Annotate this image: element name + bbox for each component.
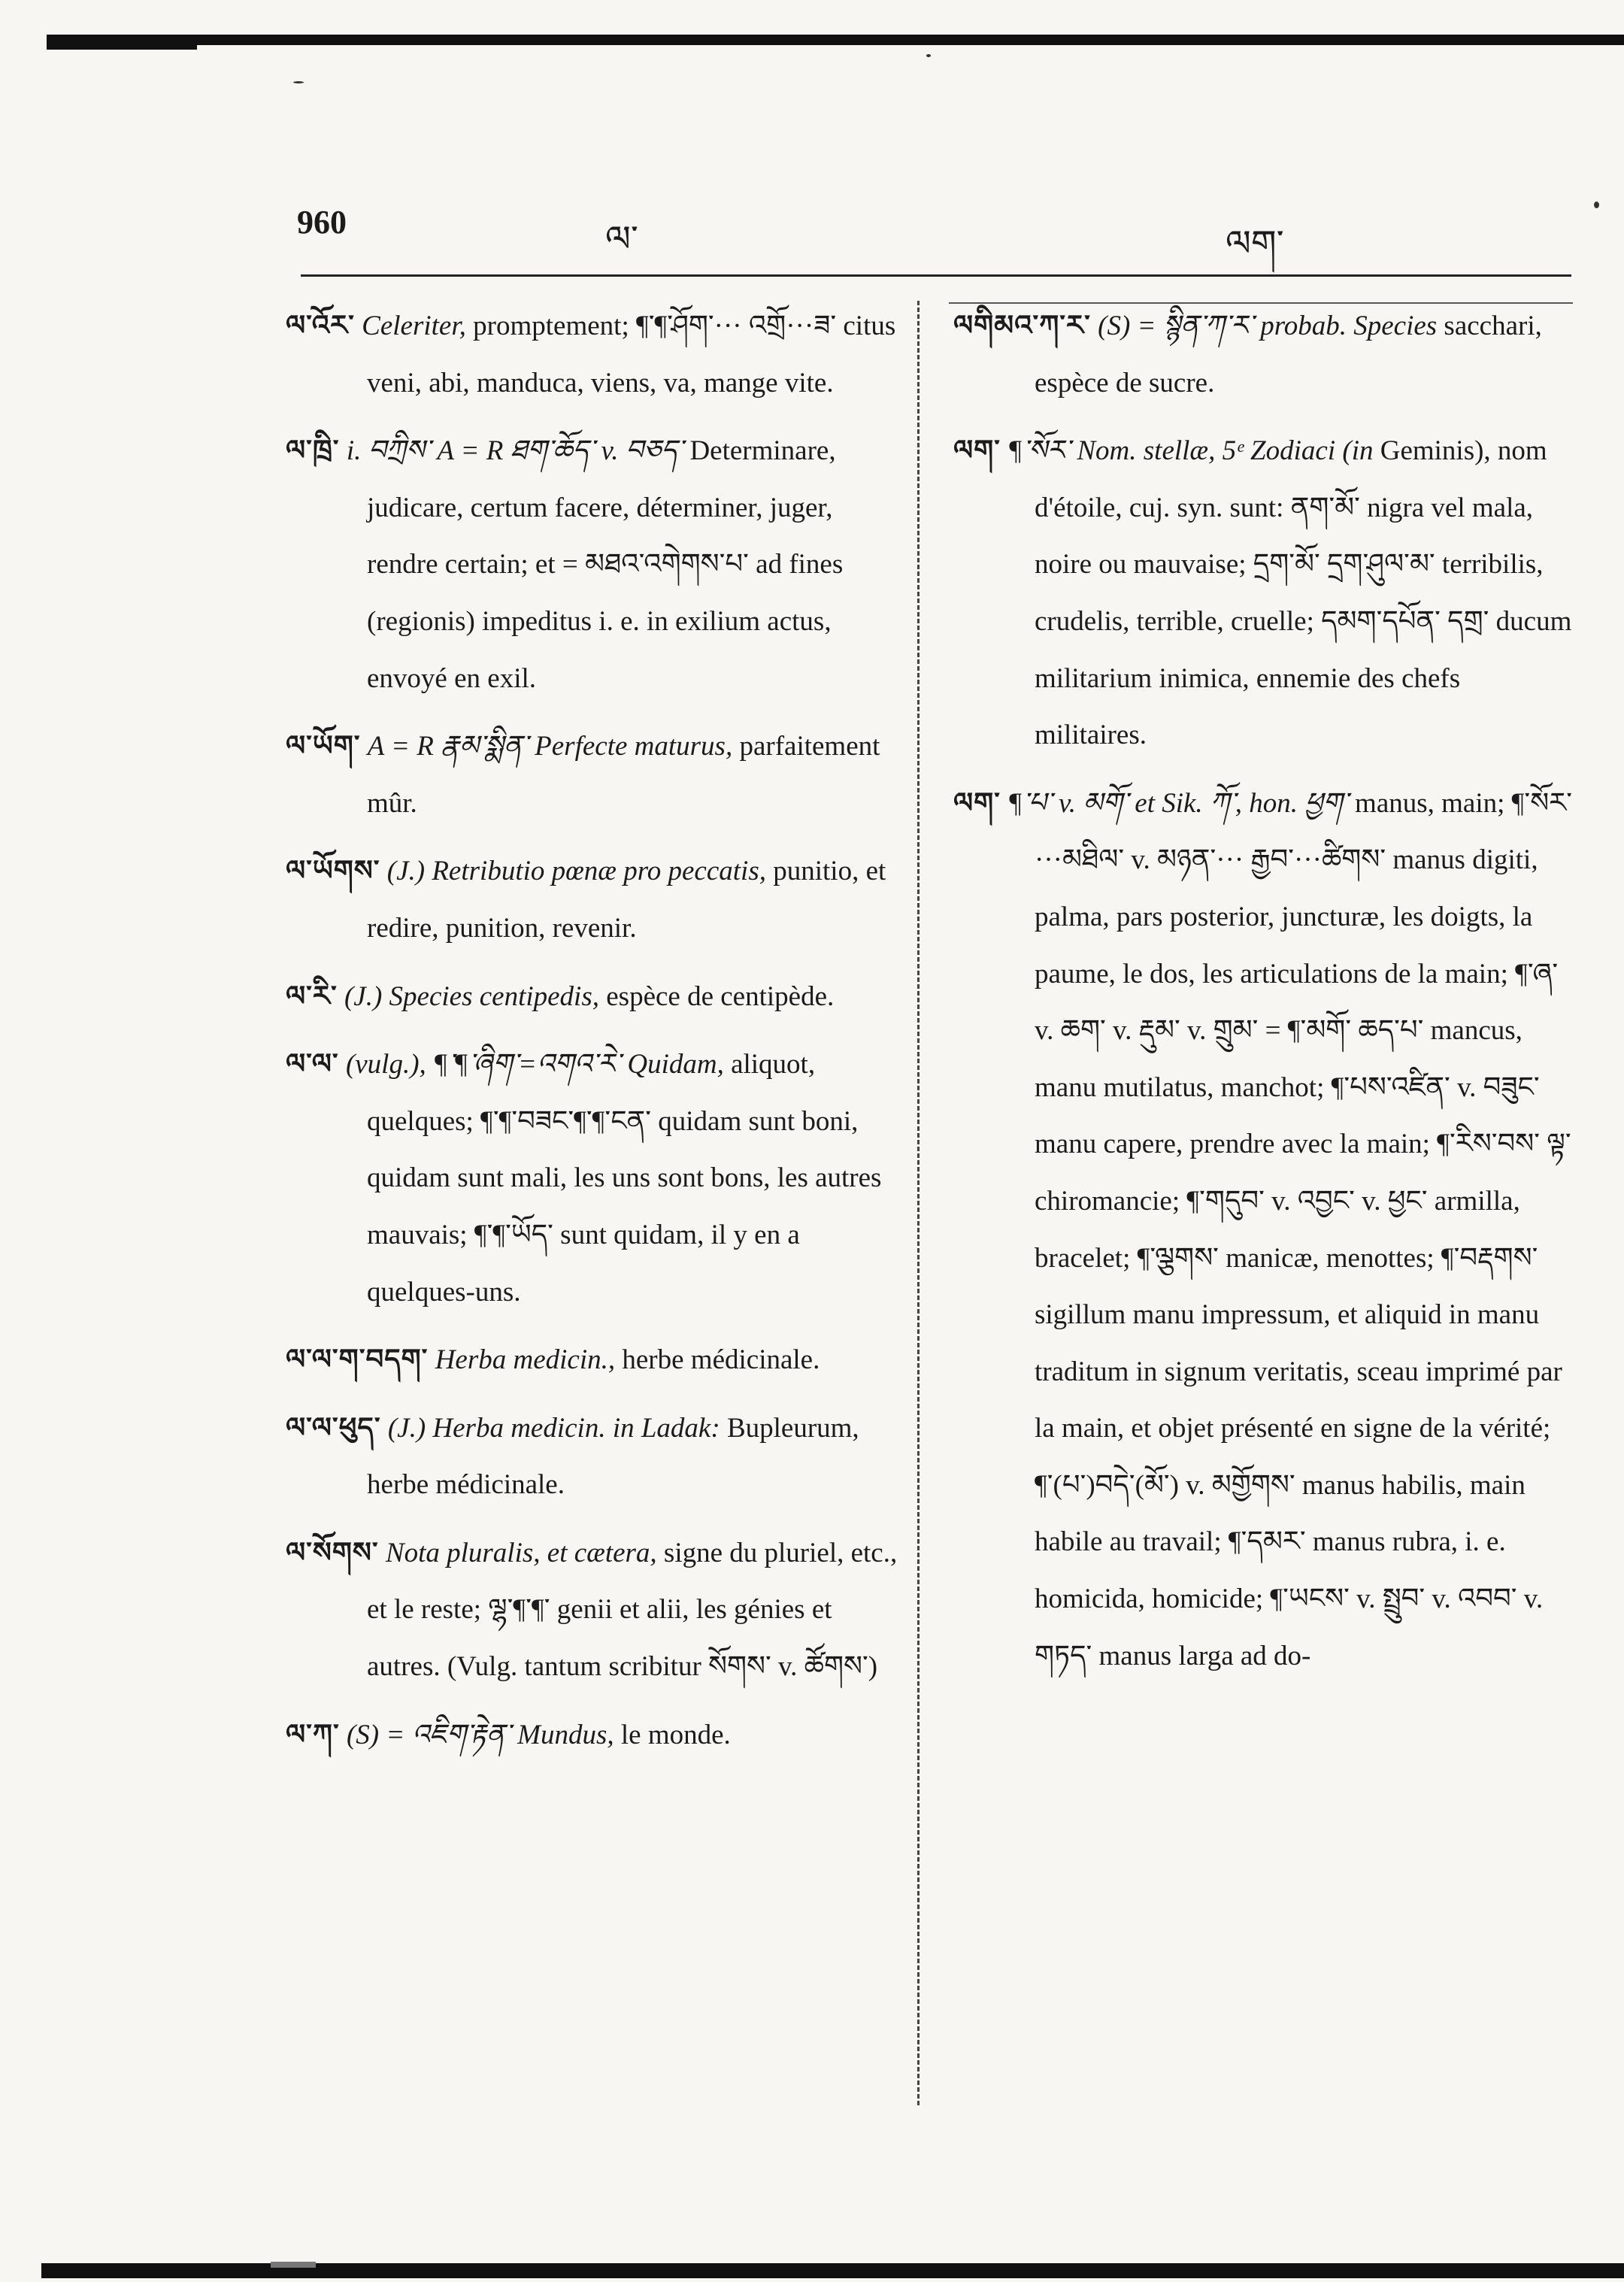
page-number: 960 [297,204,347,241]
entry-body: espèce de centipède. [606,980,835,1012]
tibetan-headword: ལ་སོགས་ [286,1535,379,1568]
tibetan-headword: ལ་ཡོག་ [286,729,361,762]
tibetan-headword: ལ་ལ་ [286,1047,339,1080]
entry-body: herbe médicinale. [622,1344,820,1376]
tibetan-headword: ལགིམའ་ཀ་ར་ [953,309,1091,341]
bottom-rule-blemish [271,2262,316,2268]
latin-gloss: Herba medicin., [435,1344,616,1376]
latin-gloss: A = R རྣམ་སྨིན་ Perfecte maturus, [367,731,733,762]
left-column [286,297,910,1763]
latin-gloss: Celeriter, [362,311,466,341]
dictionary-entry [286,968,910,1026]
dictionary-entry [286,717,910,832]
dictionary-entry [286,1524,910,1696]
latin-gloss: Nota pluralis, et cætera, [385,1537,657,1568]
entry-body: Geminis), nom d'étoile, cuj. syn. sunt: ནག་མོ་ nigra vel mala, noire ou mauvaise; དྲག་མོ་ དྲག་ཤུལ་མ་ terribilis, crudelis, terrible, cruelle; དམག་དཔོན་ དགྲ་ ducum militarium inimica, ennemie des chefs militaires. [1035,435,1572,751]
dictionary-entry [286,1331,910,1389]
print-speck [293,81,304,83]
top-border-rule [47,35,1624,45]
entry-body: sacchari, espèce de sucre. [1035,311,1542,399]
entry-body: manus, main; ¶་སོར་···མཐིལ་ v. མཉན་··· རྒྱབ་···ཚིགས་ manus digiti, palma, pars posterior, juncturæ, les doigts, la paume, le dos, les articulations de la main; ¶་ཞ་ v. ཆག་ v. རྡུམ་ v. གྲུམ་ = ¶་མགོ་ ཆད་པ་ mancus, manu mutilatus, manchot; ¶་པས་འཛིན་ v. བཟུང་ manu capere, prendre avec la main; ¶་རིས་བས་ ལྟ་ chiromancie; ¶་གདུབ་ v. འབྱང་ v. ཕྱང་ armilla, bracelet; ¶་ལྕགས་ manicæ, menottes; ¶་བརྡགས་ sigillum manu impressum, et aliquid in manu traditum in signum veritatis, sceau imprimé par la main, et objet présenté en signe de la vérité; ¶་(པ་)བདེ་(མོ་) v. མགྱོགས་ manus habilis, main habile au travail; ¶་དམར་ manus rubra, i. e. homicida, homicide; ¶་ཡངས་ v. སྤྲུབ་ v. འབབ་ v. གཏད་ manus larga ad do- [1035,787,1572,1671]
latin-gloss: (J.) Herba medicin. in Ladak: [387,1412,720,1444]
latin-gloss: (vulg.), ¶་¶་ཞིག་=འགའ་རེ་ Quidam, [345,1049,724,1080]
tibetan-headword: ལ་རི་ [286,979,338,1012]
latin-gloss: i. བཀྲིས་ A = R ཐག་ཆོད་ v. བཅད་ [346,435,683,467]
tibetan-headword: ལ་ཁྲི་ [286,434,340,467]
entry-body: Bupleurum, herbe médicinale. [367,1412,859,1501]
tibetan-headword: ལག་ [953,434,1001,467]
latin-gloss: ¶་པ་ v. མགོ་ et Sik. ཀོ་, hon. ཕྱག་ [1007,787,1348,819]
tibetan-headword: ལ་ལ་ག་བདག་ [286,1343,429,1376]
latin-gloss: ¶་སོར་ Nom. stellæ, 5ᵉ Zodiaci (in [1007,435,1374,467]
dictionary-entry [286,1706,910,1764]
dictionary-entry [286,842,910,956]
left-running-head: ལ་ [605,218,638,260]
dictionary-entry [953,774,1574,1685]
dictionary-entry [953,422,1574,764]
print-speck [926,54,931,57]
entry-body: promptement; ¶་¶་ཤོག་··· འགྲོ···ཟ་ citus veni, abi, manduca, viens, va, mange vite. [367,311,896,399]
top-border-rule-shadow [47,45,197,50]
header-rule [301,274,1571,277]
entry-body: Determinare, judicare, certum facere, déterminer, juger, rendre certain; et = མཐའ་འགེགས་པ་ ad fines (regionis) impeditus i. e. in exilium actus, envoyé en exil. [367,435,844,694]
entry-body: aliquot, quelques; ¶་¶་བཟང་¶་¶་ངན་ quidam sunt boni, quidam sunt mali, les uns sont bons, les autres mauvais; ¶་¶་ཡོད་ sunt quidam, il y en a quelques-uns. [367,1049,882,1308]
entry-body: le monde. [620,1719,731,1750]
dictionary-entry [286,422,910,707]
latin-gloss: (J.) Retributio pœnæ pro peccatis, [386,856,766,887]
column-divider [917,301,920,2105]
tibetan-headword: ལ་ཡོགས་ [286,854,380,887]
tibetan-headword: ལག་ [953,786,1001,819]
dictionary-entry [286,1399,910,1514]
right-running-head: ལག་ [1226,223,1284,265]
dictionary-entry [953,297,1574,411]
dictionary-entry [286,1035,910,1320]
latin-gloss: (S) = སྙིན་ཀ་ར་ probab. Species [1098,311,1438,341]
entry-body: parfaitement mûr. [367,731,880,819]
tibetan-headword: ལ་ལ་ཕུད་ [286,1411,381,1444]
page-header [0,192,1624,265]
tibetan-headword: ལ་འོར་ [286,309,355,341]
tibetan-headword: ལ་ཀ་ [286,1717,340,1750]
entry-body: signe du pluriel, etc., et le reste; ལྷ་¶་¶་ genii et alii, les génies et autres. (Vulg. tantum scribitur སོགས་ v. ཚོགས་) [367,1537,898,1683]
latin-gloss: (J.) Species centipedis, [344,980,599,1012]
dictionary-entry [286,297,910,411]
latin-gloss: (S) = འཇིག་རྟེན་ Mundus, [346,1719,614,1750]
entry-body: punitio, et redire, punition, revenir. [367,856,886,944]
right-column [953,297,1574,1684]
